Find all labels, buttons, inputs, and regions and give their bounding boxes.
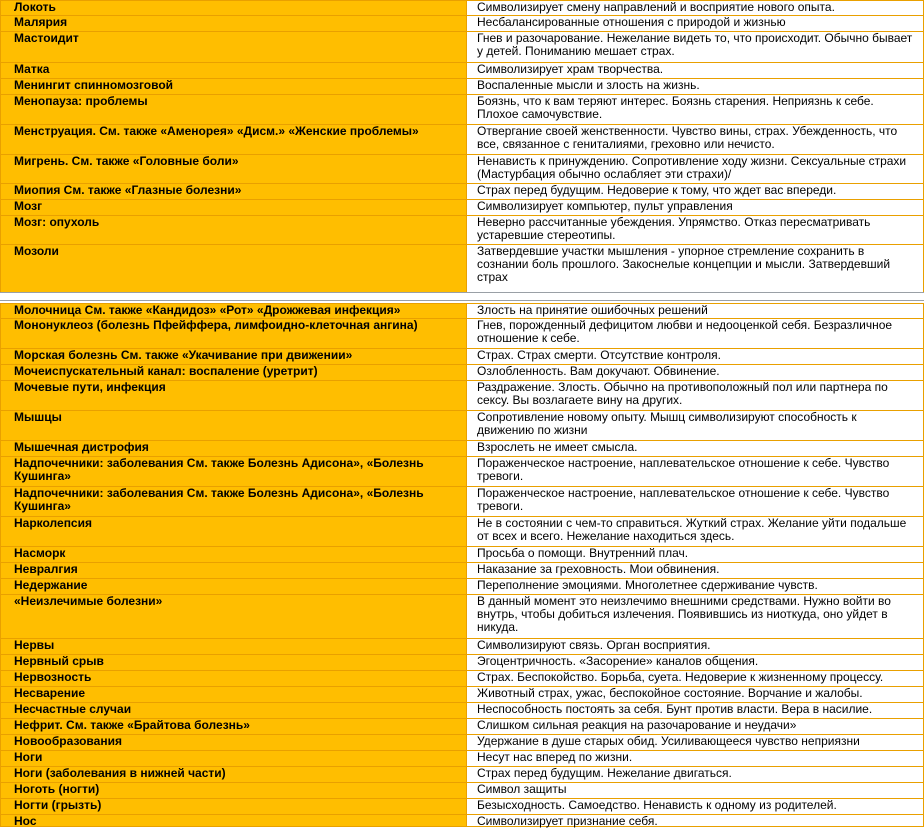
condition-description: Слишком сильная реакция на разочарование и неудачи» [467, 719, 924, 734]
condition-description: Неспособность постоять за себя. Бунт против власти. Вера в насилие. [467, 703, 924, 718]
condition-name: Ногти (грызть) [0, 799, 467, 814]
condition-name: Менингит спинномозговой [0, 79, 467, 94]
condition-name: Мозоли [0, 245, 467, 293]
condition-description: Символизируют связь. Орган восприятия. [467, 639, 924, 654]
condition-name: Локоть [0, 1, 467, 15]
condition-name: Мозг [0, 200, 467, 215]
condition-description: Сопротивление новому опыту. Мышц символизируют способность к движению по жизни [467, 411, 924, 440]
condition-description: Символизирует признание себя. [467, 815, 924, 826]
condition-name: Менструация. См. также «Аменорея» «Дисм.» «Женские проблемы» [0, 125, 467, 154]
condition-description: Страх перед будущим. Нежелание двигаться. [467, 767, 924, 782]
table-row [0, 639, 924, 655]
condition-description: Неверно рассчитанные убеждения. Упрямство. Отказ пересматривать устаревшие стереотипы. [467, 216, 924, 244]
condition-description: Наказание за греховность. Мои обвинения. [467, 563, 924, 578]
condition-description: Гнев и разочарование. Нежелание видеть то, что происходит. Обычно бывает у детей. Пониманию мешает страх. [467, 32, 924, 62]
condition-name: Менопауза: проблемы [0, 95, 467, 124]
condition-name: Нос [0, 815, 467, 826]
condition-name: Насморк [0, 547, 467, 562]
condition-description: Страх. Беспокойство. Борьба, суета. Недоверие к жизненному процессу. [467, 671, 924, 686]
table-row [0, 547, 924, 563]
condition-name: Молочница См. также «Кандидоз» «Рот» «Дрожжевая инфекция» [0, 304, 467, 318]
table-row [0, 303, 924, 319]
table-row [0, 703, 924, 719]
table-row [0, 579, 924, 595]
condition-description: Просьба о помощи. Внутренний плач. [467, 547, 924, 562]
table-row [0, 349, 924, 365]
condition-name: Мастоидит [0, 32, 467, 62]
condition-name: Мононуклеоз (болезнь Пфейффера, лимфоидно-клеточная ангина) [0, 319, 467, 348]
condition-description: Переполнение эмоциями. Многолетнее сдерживание чувств. [467, 579, 924, 594]
table-row [0, 95, 924, 125]
condition-name: Мозг: опухоль [0, 216, 467, 244]
table-row [0, 184, 924, 200]
condition-name: Нервозность [0, 671, 467, 686]
table-row [0, 563, 924, 579]
condition-description: Боязнь, что к вам теряют интерес. Боязнь старения. Неприязнь к себе. Плохое самочувствие. [467, 95, 924, 124]
table-row [0, 751, 924, 767]
condition-description: Эгоцентричность. «Засорение» каналов общения. [467, 655, 924, 670]
condition-description: Отвергание своей женственности. Чувство вины, страх. Убежденность, что все, связанное с гениталиями, греховно или нечисто. [467, 125, 924, 154]
condition-name: Мышцы [0, 411, 467, 440]
table-row [0, 687, 924, 703]
condition-description: В данный момент это неизлечимо внешними средствами. Нужно войти во внутрь, чтобы добиться излечения. Появившись из ниоткуда, оно уйдет в никуда. [467, 595, 924, 638]
condition-description: Воспаленные мысли и злость на жизнь. [467, 79, 924, 94]
table-row [0, 0, 924, 16]
table-row [0, 735, 924, 751]
table-row [0, 63, 924, 79]
condition-description: Ненависть к принуждению. Сопротивление ходу жизни. Сексуальные страхи (Мастурбация обычно ослабляет эти страхи)/ [467, 155, 924, 183]
table-row [0, 783, 924, 799]
condition-description: Злость на принятие ошибочных решений [467, 304, 924, 318]
condition-description: Пораженческое настроение, наплевательское отношение к себе. Чувство тревоги. [467, 487, 924, 516]
table-row [0, 767, 924, 783]
condition-description: Символизирует компьютер, пульт управления [467, 200, 924, 215]
table-row [0, 799, 924, 815]
condition-name: Ноги (заболевания в нижней части) [0, 767, 467, 782]
table-row [0, 16, 924, 32]
table-row [0, 457, 924, 487]
table-row [0, 517, 924, 547]
condition-name: Мочеиспускательный канал: воспаление (уретрит) [0, 365, 467, 380]
condition-name: Мигрень. См. также «Головные боли» [0, 155, 467, 183]
condition-name: Матка [0, 63, 467, 78]
table-row [0, 411, 924, 441]
condition-description: Несбалансированные отношения с природой и жизнью [467, 16, 924, 31]
condition-description: Животный страх, ужас, беспокойное состояние. Ворчание и жалобы. [467, 687, 924, 702]
condition-name: Малярия [0, 16, 467, 31]
table-row [0, 719, 924, 735]
condition-description: Безысходность. Самоедство. Ненависть к одному из родителей. [467, 799, 924, 814]
condition-name: Мышечная дистрофия [0, 441, 467, 456]
condition-name: Надпочечники: заболевания См. также Болезнь Адисона», «Болезнь Кушинга» [0, 487, 467, 516]
condition-description: Страх. Страх смерти. Отсутствие контроля. [467, 349, 924, 364]
condition-description: Страх перед будущим. Недоверие к тому, что ждет вас впереди. [467, 184, 924, 199]
table-row [0, 655, 924, 671]
condition-name: Нарколепсия [0, 517, 467, 546]
condition-name: Миопия См. также «Глазные болезни» [0, 184, 467, 199]
condition-description: Раздражение. Злость. Обычно на противоположный пол или партнера по сексу. Вы возлагаете вину на других. [467, 381, 924, 410]
condition-description: Затвердевшие участки мышления - упорное стремление сохранить в сознании боль прошлого. Закоснелые концепции и мысли. Затвердевший страх [467, 245, 924, 293]
condition-name: Несчастные случаи [0, 703, 467, 718]
condition-name: Недержание [0, 579, 467, 594]
condition-description: Удержание в душе старых обид. Усиливающееся чувство неприязни [467, 735, 924, 750]
condition-name: «Неизлечимые болезни» [0, 595, 467, 638]
condition-description: Не в состоянии с чем-то справиться. Жуткий страх. Желание уйти подальше от всех и всего. Нежелание находиться здесь. [467, 517, 924, 546]
table-row [0, 155, 924, 184]
condition-name: Невралгия [0, 563, 467, 578]
table-row [0, 79, 924, 95]
condition-name: Нервный срыв [0, 655, 467, 670]
table-row [0, 487, 924, 517]
condition-description: Взрослеть не имеет смысла. [467, 441, 924, 456]
condition-name: Новообразования [0, 735, 467, 750]
table-row [0, 671, 924, 687]
table-row [0, 381, 924, 411]
condition-description: Пораженческое настроение, наплевательское отношение к себе. Чувство тревоги. [467, 457, 924, 486]
condition-name: Нервы [0, 639, 467, 654]
table-separator [0, 292, 924, 301]
condition-description: Символизирует храм творчества. [467, 63, 924, 78]
condition-description: Гнев, порожденный дефицитом любви и недооценкой себя. Безразличное отношение к себе. [467, 319, 924, 348]
table-row [0, 365, 924, 381]
condition-name: Мочевые пути, инфекция [0, 381, 467, 410]
table-row [0, 216, 924, 245]
table-row [0, 245, 924, 294]
table-row [0, 319, 924, 349]
condition-name: Ноги [0, 751, 467, 766]
table-row [0, 815, 924, 827]
table-row [0, 200, 924, 216]
table-row [0, 125, 924, 155]
condition-name: Морская болезнь См. также «Укачивание при движении» [0, 349, 467, 364]
table-row [0, 595, 924, 639]
condition-name: Несварение [0, 687, 467, 702]
condition-description: Несут нас вперед по жизни. [467, 751, 924, 766]
symptom-table-bottom [0, 303, 924, 827]
condition-description: Символ защиты [467, 783, 924, 798]
symptom-table-top [0, 0, 924, 294]
condition-description: Символизирует смену направлений и восприятие нового опыта. [467, 1, 924, 15]
table-row [0, 441, 924, 457]
table-row [0, 32, 924, 63]
condition-description: Озлобленность. Вам докучают. Обвинение. [467, 365, 924, 380]
condition-name: Ноготь (ногти) [0, 783, 467, 798]
condition-name: Надпочечники: заболевания См. также Болезнь Адисона», «Болезнь Кушинга» [0, 457, 467, 486]
condition-name: Нефрит. См. также «Брайтова болезнь» [0, 719, 467, 734]
